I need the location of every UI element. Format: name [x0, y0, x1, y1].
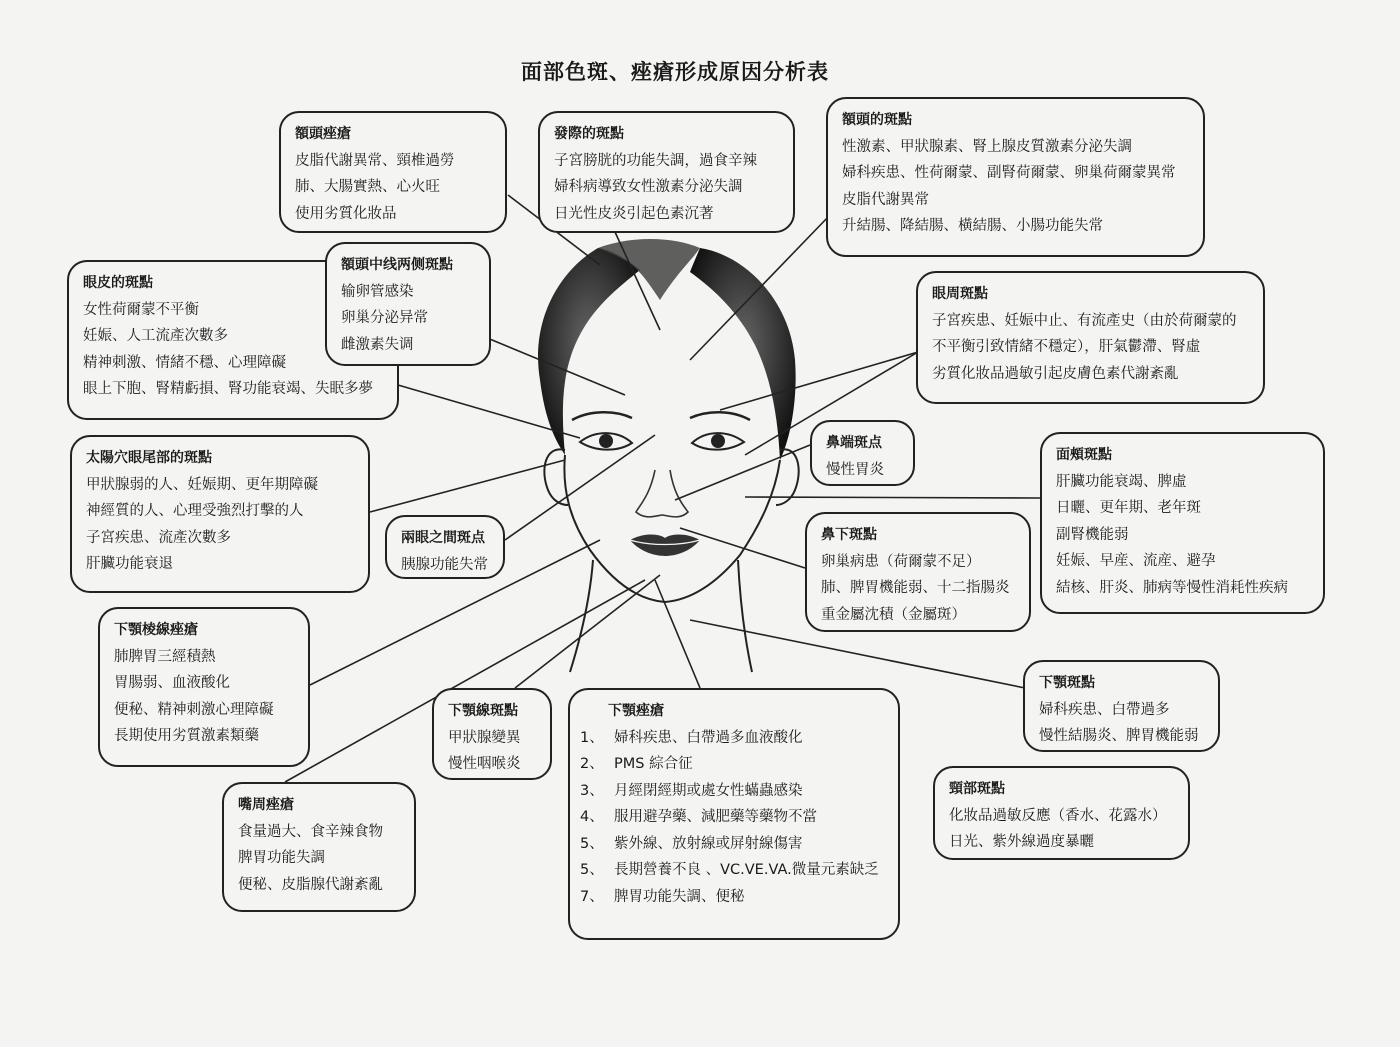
line-chin-acne	[655, 580, 700, 688]
box-title: 嘴周痤瘡	[238, 797, 294, 813]
box-line: 重金屬沈積（金屬斑）	[821, 606, 966, 623]
box-eye-area	[916, 271, 1265, 404]
list-item	[580, 804, 886, 831]
box-line: 性激素、甲狀腺素、腎上腺皮質激素分泌失調	[842, 138, 1132, 155]
line-between-eyes	[505, 435, 655, 540]
item-number: 5、	[580, 835, 604, 852]
box-title: 下顎斑點	[1039, 675, 1095, 691]
neck-right	[738, 560, 752, 672]
list-item	[580, 778, 886, 805]
box-title: 額頭痤瘡	[295, 126, 351, 142]
box-title: 額頭中线两侧斑點	[341, 257, 453, 273]
line-temple	[370, 460, 565, 512]
box-line: 慢性咽喉炎	[448, 756, 521, 772]
box-line: 不平衡引致情緒不穩定），肝氣鬱滯、腎虛	[932, 339, 1201, 355]
box-title: 下顎線斑點	[448, 703, 518, 719]
box-line: 肺、大腸實熱、心火旺	[295, 179, 440, 195]
line-cheek	[745, 497, 1040, 498]
box-line: 便秘、精神刺激心理障礙	[114, 701, 274, 718]
item-text: 長期營養不良 、VC.VE.VA.微量元素缺乏	[614, 862, 879, 878]
item-number: 2、	[580, 756, 604, 772]
box-line: 日光性皮炎引起色素沉著	[554, 205, 714, 222]
box-title: 兩眼之間斑点	[401, 530, 485, 546]
iris-left	[599, 434, 613, 448]
box-line: 皮脂代謝異常、頸椎過勞	[295, 152, 455, 169]
box-line: 子宮膀胱的功能失調，過食辛辣	[554, 152, 757, 169]
box-line: 劣質化妝品過敏引起皮膚色素代謝紊亂	[932, 365, 1179, 382]
box-between-eyes	[385, 515, 505, 579]
box-line: 升結腸、降結腸、橫結腸、小腸功能失常	[842, 218, 1103, 234]
box-nose-tip	[810, 420, 915, 486]
box-line: 副腎機能弱	[1056, 526, 1129, 543]
box-line: 便秘、皮脂腺代謝紊亂	[238, 876, 383, 893]
box-forehead-spots	[826, 97, 1205, 257]
eyebrow-right	[690, 412, 750, 420]
box-line: 卵巢分泌异常	[341, 310, 428, 326]
box-line: 甲狀腺弱的人、妊娠期、更年期障礙	[86, 476, 318, 493]
item-number: 5、	[580, 862, 604, 878]
box-line: 神經質的人、心理受強烈打擊的人	[86, 503, 304, 519]
box-title: 發際的斑點	[554, 126, 624, 142]
list-item	[580, 831, 886, 858]
item-text: PMS 綜合征	[614, 756, 693, 772]
box-under-nose	[805, 512, 1031, 632]
box-line: 脾胃功能失調	[238, 850, 325, 866]
box-mouth-acne	[222, 782, 416, 912]
box-title: 太陽穴眼尾部的斑點	[86, 450, 212, 466]
box-line: 女性荷爾蒙不平衡	[83, 301, 199, 318]
face-outline	[564, 455, 780, 602]
box-line: 長期使用劣質激素類藥	[114, 728, 259, 744]
box-line: 输卵管感染	[341, 283, 414, 300]
box-forehead-acne	[279, 111, 507, 233]
box-line: 日曬、更年期、老年斑	[1056, 500, 1201, 516]
line-nose-tip	[675, 445, 810, 500]
box-line: 肝臟功能衰竭、脾虛	[1056, 473, 1187, 490]
box-title: 額頭的斑點	[842, 112, 912, 128]
box-line: 眼上下胞、腎精虧損、腎功能衰竭、失眠多夢	[83, 381, 373, 397]
item-number: 7、	[580, 888, 604, 905]
box-line: 胃腸弱、血液酸化	[114, 675, 230, 691]
box-line: 婦科疾患、白帶過多	[1039, 701, 1170, 718]
iris-right	[711, 434, 725, 448]
box-line: 子宮疾患、妊娠中止、有流產史（由於荷爾蒙的	[932, 312, 1237, 329]
box-line: 化妝品過敏反應（香水、花露水）	[949, 807, 1167, 824]
box-cheek	[1040, 432, 1325, 614]
box-title: 面頰斑點	[1056, 447, 1112, 463]
item-number: 3、	[580, 782, 604, 799]
item-number: 4、	[580, 809, 604, 825]
item-text: 服用避孕藥、減肥藥等藥物不當	[614, 809, 817, 825]
page-title: 面部色斑、痤瘡形成原因分析表	[521, 60, 829, 84]
box-chin-acne	[568, 688, 900, 940]
box-jaw-edge-acne	[98, 607, 310, 767]
box-line: 使用劣質化妝品	[295, 205, 397, 222]
box-line: 子宮疾患、流產次數多	[86, 529, 231, 546]
box-title: 頸部斑點	[949, 781, 1005, 797]
hair-left	[538, 248, 640, 455]
item-number: 1、	[580, 729, 604, 746]
box-title: 下顎痤瘡	[608, 703, 664, 719]
box-line: 妊娠、人工流產次數多	[83, 328, 228, 344]
box-line: 慢性胃炎	[826, 461, 884, 478]
item-text: 婦科疾患、白帶過多血液酸化	[614, 729, 803, 746]
line-jaw-line	[515, 575, 660, 688]
box-jaw-line-spots	[432, 688, 552, 780]
box-chin-spots	[1023, 660, 1220, 752]
box-temple	[70, 435, 370, 593]
box-neck	[933, 766, 1190, 860]
list-item	[580, 725, 886, 752]
line-under-nose	[680, 528, 805, 568]
box-title: 眼皮的斑點	[83, 275, 153, 291]
box-line: 肺脾胃三經積熱	[114, 648, 216, 665]
item-text: 脾胃功能失調、便秘	[614, 888, 745, 905]
lips	[630, 535, 700, 557]
box-hairline	[538, 111, 795, 233]
box-title: 下顎棱線痤瘡	[114, 622, 198, 638]
box-title: 鼻下斑點	[821, 527, 877, 543]
box-title: 眼周斑點	[932, 286, 988, 302]
item-text: 月經閉經期或處女性蟎蟲感染	[614, 782, 803, 799]
box-line: 肺、脾胃機能弱、十二指腸炎	[821, 580, 1010, 596]
line-eye-area	[720, 352, 918, 410]
box-forehead-mid	[325, 242, 491, 366]
box-line: 卵巢病患（荷爾蒙不足）	[821, 553, 981, 570]
box-line: 肝臟功能衰退	[86, 556, 173, 572]
list-item	[580, 884, 886, 911]
box-line: 婦科疾患、性荷爾蒙、副腎荷爾蒙、卵巢荷爾蒙異常	[842, 165, 1176, 181]
box-line: 慢性結腸炎、脾胃機能弱	[1039, 728, 1199, 744]
box-line: 甲狀腺變異	[448, 729, 521, 746]
box-line: 結核、肝炎、肺病等慢性消耗性疾病	[1056, 579, 1288, 596]
box-line: 日光、紫外線過度暴曬	[949, 834, 1094, 850]
eyebrow-left	[572, 412, 632, 420]
box-line: 精神刺激、情緒不穩、心理障礙	[83, 354, 286, 371]
item-text: 紫外線、放射線或屏射線傷害	[614, 835, 803, 852]
hair-right	[690, 248, 796, 460]
chin-acne-list	[580, 725, 886, 911]
box-line: 婦科病導致女性激素分泌失調	[554, 179, 743, 195]
face-illustration	[538, 239, 799, 672]
nose	[636, 470, 688, 517]
box-line: 食量過大、食辛辣食物	[238, 823, 383, 840]
box-title: 鼻端斑点	[826, 435, 882, 451]
box-line: 雌激素失调	[341, 336, 414, 353]
list-item	[580, 857, 886, 884]
box-line: 胰腺功能失常	[401, 556, 488, 573]
box-line: 皮脂代謝異常	[842, 191, 929, 208]
list-item	[580, 751, 886, 778]
box-line: 妊娠、早産、流産、避孕	[1056, 553, 1216, 569]
